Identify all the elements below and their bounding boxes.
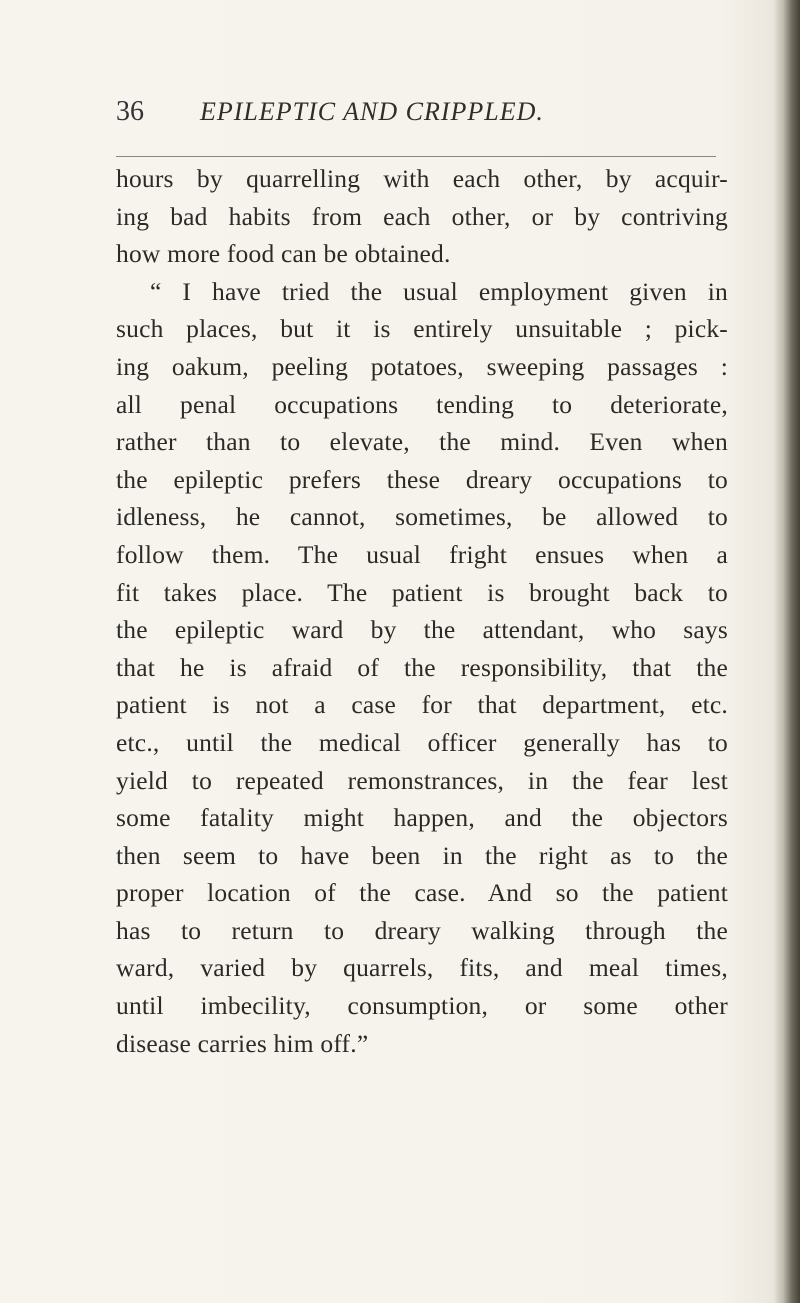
text-line: rather than to elevate, the mind. Even when xyxy=(116,427,728,457)
text-line: some fatality might happen, and the objectors xyxy=(116,803,728,833)
running-title: EPILEPTIC AND CRIPPLED. xyxy=(200,97,544,126)
text-line: the epileptic prefers these dreary occupations to xyxy=(116,464,728,494)
text-line: hours by quarrelling with each other, by acquir- xyxy=(116,164,728,193)
text-line: the epileptic ward by the attendant, who says xyxy=(116,615,728,645)
text-line: how more food can be obtained. xyxy=(116,239,451,269)
text-line: that he is afraid of the responsibility, that the xyxy=(116,652,728,682)
text-line: has to return to dreary walking through the xyxy=(116,915,728,945)
text-line: yield to repeated remonstrances, in the fear lest xyxy=(116,765,728,795)
text-line: patient is not a case for that department, etc. xyxy=(116,690,728,720)
page-number: 36 xyxy=(116,96,144,127)
text-line: proper location of the case. And so the patient xyxy=(116,878,728,908)
text-line: until imbecility, consumption, or some other xyxy=(116,991,728,1021)
body-text xyxy=(116,160,728,1062)
text-line: fit takes place. The patient is brought back to xyxy=(116,577,728,607)
text-line: ing oakum, peeling potatoes, sweeping passages : xyxy=(116,351,728,381)
text-line: etc., until the medical officer generally has to xyxy=(116,727,728,757)
text-line: follow them. The usual fright ensues when a xyxy=(116,539,728,569)
text-line: ward, varied by quarrels, fits, and meal times, xyxy=(116,953,728,983)
text-line: all penal occupations tending to deteriorate, xyxy=(116,389,728,419)
text-line: “ I have tried the usual employment given in xyxy=(150,276,728,306)
text-line: disease carries him off.” xyxy=(116,1028,369,1058)
page-edge-shadow xyxy=(774,0,800,1303)
text-line: then seem to have been in the right as to the xyxy=(116,840,728,870)
page-header xyxy=(116,90,716,140)
text-line: ing bad habits from each other, or by contriving xyxy=(116,201,728,231)
header-rule xyxy=(116,156,716,157)
text-line: such places, but it is entirely unsuitable ; pick- xyxy=(116,314,728,344)
text-line: idleness, he cannot, sometimes, be allowed to xyxy=(116,502,728,532)
